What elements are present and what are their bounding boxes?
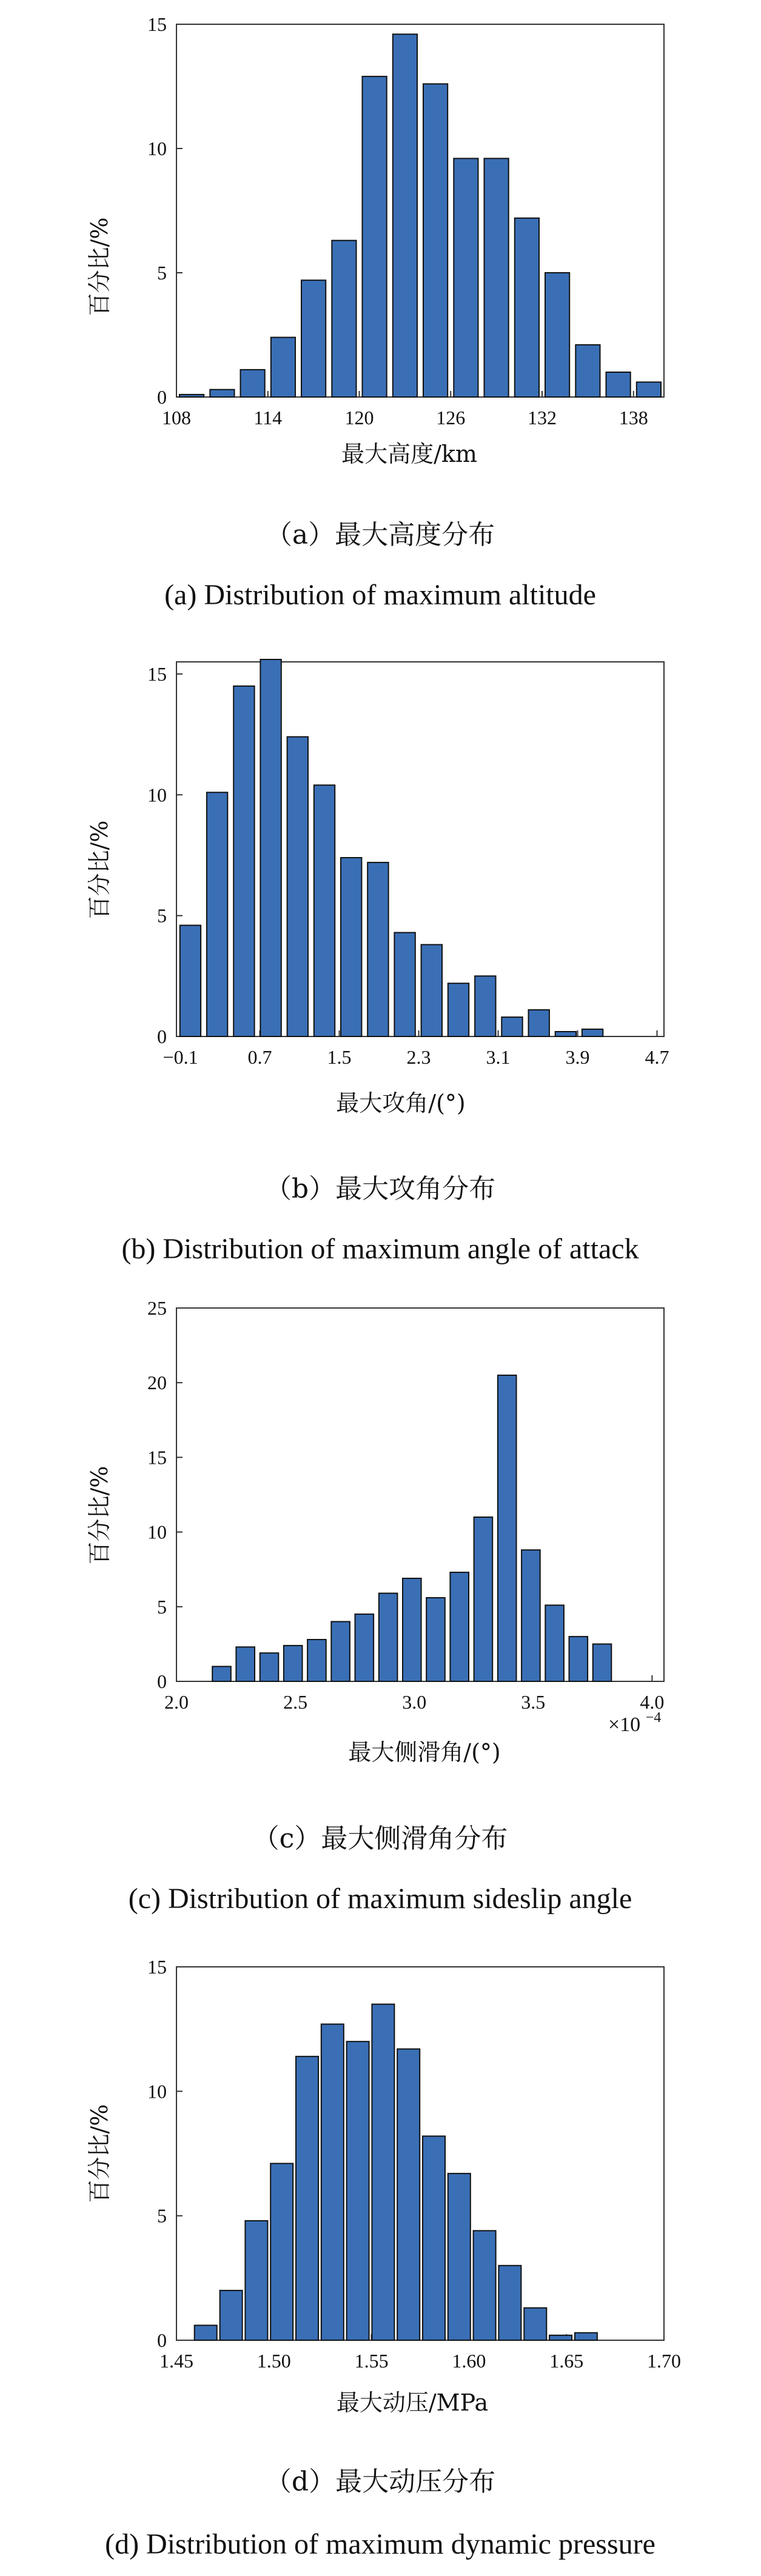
- panel-c-bar: [450, 1572, 469, 1681]
- panel-b-bar: [314, 785, 335, 1036]
- panel-d-ytick-label: 0: [157, 2329, 167, 2351]
- panel-d-ytick-label: 15: [147, 1956, 167, 1978]
- panel-b-bar: [341, 858, 361, 1036]
- panel-a-bar: [393, 34, 417, 397]
- panel-c-bar: [426, 1598, 445, 1681]
- panel-b-y-axis-title: 百分比/%: [86, 820, 113, 919]
- panel-a-ytick-label: 15: [147, 13, 167, 35]
- panel-b-caption-en: (b) Distribution of maximum angle of attack: [121, 1233, 639, 1265]
- panel-b-x-axis-title: 最大攻角/(°): [336, 1090, 466, 1116]
- panel-b-ytick-label: 10: [147, 784, 167, 806]
- panel-c-xtick-label: 3.0: [402, 1691, 427, 1713]
- panel-b-bar: [529, 1010, 549, 1036]
- panel-c-xtick-label: 3.5: [521, 1691, 546, 1713]
- panel-a-x-axis-title: 最大高度/km: [341, 441, 477, 467]
- panel-a-bar: [179, 395, 204, 397]
- panel-a-caption-cn: （a）最大高度分布: [265, 519, 495, 550]
- panel-a-bar: [484, 158, 509, 397]
- panel-a-bar: [606, 372, 631, 397]
- panel-b-xtick-label: 3.1: [486, 1046, 511, 1068]
- panel-c-xtick-label: 2.0: [164, 1691, 189, 1713]
- panel-b-xtick-label: 1.5: [327, 1046, 352, 1068]
- panel-c: [86, 1297, 664, 1915]
- panel-b: [86, 659, 669, 1265]
- panel-a-caption-en: (a) Distribution of maximum altitude: [164, 579, 596, 611]
- panel-d-ytick-label: 10: [147, 2080, 167, 2103]
- panel-c-bar: [307, 1640, 326, 1681]
- panel-d-xtick-label: 1.55: [354, 2350, 389, 2372]
- panel-c-bar: [403, 1578, 421, 1681]
- panel-a-xtick-label: 120: [344, 407, 374, 429]
- panel-b-bar: [233, 686, 254, 1036]
- panel-d-bar: [575, 2333, 597, 2340]
- panel-a-bar: [423, 84, 448, 397]
- panel-c-bar: [212, 1666, 231, 1681]
- panel-d-xtick-label: 1.70: [647, 2350, 681, 2372]
- panel-b-ytick-label: 0: [157, 1026, 167, 1047]
- panel-a-bar: [301, 280, 326, 397]
- panel-c-bar: [498, 1375, 517, 1681]
- panel-c-caption-en: (c) Distribution of maximum sideslip angle: [128, 1883, 632, 1915]
- panel-a-bar: [454, 158, 478, 397]
- panel-a-bar: [241, 370, 265, 397]
- panel-a-bar: [271, 338, 295, 397]
- panel-c-ytick-label: 15: [147, 1446, 167, 1469]
- panel-d-xtick-label: 1.50: [256, 2350, 291, 2372]
- panel-d-bar: [524, 2308, 546, 2340]
- panel-d-bar: [448, 2174, 471, 2340]
- panel-a-yticks: [147, 13, 183, 408]
- panel-c-ytick-label: 5: [157, 1595, 167, 1618]
- panel-c-axis-multiplier-exp: −4: [645, 1710, 662, 1726]
- panel-c-bar: [521, 1550, 540, 1681]
- panel-a-xtick-label: 126: [436, 407, 466, 429]
- panel-a-bar: [332, 241, 356, 397]
- panel-a-ytick-label: 0: [157, 386, 167, 408]
- panel-b-yticks: [147, 663, 183, 1047]
- panel-c-caption-cn: （c）最大侧滑角分布: [252, 1823, 508, 1854]
- panel-d-bar: [498, 2266, 521, 2340]
- panel-d-ytick-label: 5: [157, 2204, 167, 2227]
- panel-a-y-axis-title: 百分比/%: [86, 217, 113, 316]
- panel-a-axes-box: [176, 24, 664, 397]
- panel-c-bar: [379, 1593, 398, 1681]
- panel-c-bar: [260, 1653, 279, 1681]
- panel-b-bar: [501, 1017, 522, 1036]
- panel-b-bar: [421, 945, 442, 1037]
- panel-b-caption-cn: （b）最大攻角分布: [264, 1173, 496, 1204]
- panel-a-ytick-label: 10: [147, 138, 167, 159]
- panel-a-bar: [545, 273, 569, 397]
- panel-d-y-axis-title: 百分比/%: [86, 2104, 113, 2203]
- panel-c-ytick-label: 0: [157, 1670, 167, 1692]
- panel-c-bars: [212, 1375, 611, 1681]
- panel-b-xtick-label: 3.9: [565, 1046, 590, 1068]
- panel-d-bar: [397, 2049, 420, 2341]
- panel-d-xtick-label: 1.65: [549, 2350, 584, 2372]
- panel-d-xtick-label: 1.60: [452, 2350, 486, 2372]
- panel-d-xtick-label: 1.45: [159, 2350, 193, 2372]
- panel-a-bars: [179, 34, 661, 397]
- panel-a-xtick-label: 108: [162, 407, 191, 429]
- panel-c-x-axis-title: 最大侧滑角/(°): [348, 1739, 501, 1766]
- panel-c-axis-multiplier-base: ×10: [608, 1713, 641, 1736]
- panel-b-bar: [207, 792, 227, 1036]
- panel-b-bar: [287, 737, 308, 1036]
- panel-c-ytick-label: 25: [147, 1297, 167, 1319]
- panel-d-bar: [372, 2004, 394, 2340]
- panel-c-y-axis-title: 百分比/%: [86, 1466, 113, 1565]
- panel-d-bar: [321, 2024, 344, 2341]
- panel-a-ytick-label: 5: [157, 262, 167, 284]
- panel-d-caption-cn: （d）最大动压分布: [264, 2466, 496, 2497]
- panel-a-bar: [515, 218, 539, 397]
- panel-c-bar: [474, 1517, 493, 1681]
- panel-d-bar: [270, 2163, 293, 2340]
- panel-b-xtick-label: 0.7: [247, 1046, 272, 1068]
- panel-d-bar: [423, 2136, 445, 2340]
- panel-d-bar: [549, 2335, 572, 2340]
- panel-c-bar: [593, 1644, 612, 1681]
- panel-c-ytick-label: 10: [147, 1521, 167, 1543]
- panel-c-bar: [331, 1621, 350, 1681]
- panel-d-bar: [347, 2041, 369, 2340]
- panel-c-ytick-label: 20: [147, 1372, 167, 1394]
- panel-c-bar: [355, 1614, 374, 1681]
- panel-d-bar: [195, 2325, 217, 2340]
- panel-b-bar: [260, 659, 281, 1036]
- panel-d-caption-en: (d) Distribution of maximum dynamic pressure: [105, 2528, 655, 2560]
- panel-d-bars: [195, 2004, 597, 2340]
- panel-a-xtick-label: 114: [253, 407, 283, 429]
- panel-c-bar: [545, 1605, 564, 1681]
- panel-a-xtick-label: 132: [528, 407, 557, 429]
- panel-b-bar: [555, 1032, 576, 1036]
- panel-a-bar: [363, 76, 387, 397]
- panel-b-xtick-label: −0.1: [163, 1046, 198, 1068]
- panel-a: [86, 13, 664, 611]
- panel-b-bar: [394, 933, 415, 1036]
- panel-c-bar: [569, 1637, 588, 1681]
- panel-a-bar: [210, 390, 234, 397]
- panel-d-yticks: [147, 1956, 183, 2351]
- panel-c-bar: [284, 1646, 303, 1681]
- panel-c-xtick-label: 2.5: [283, 1691, 308, 1713]
- panel-a-xtick-label: 138: [619, 407, 648, 429]
- panel-d: [86, 1956, 681, 2560]
- panel-d-bar: [220, 2291, 243, 2340]
- panel-c-axis-multiplier: [608, 1710, 661, 1736]
- panel-b-bar: [475, 976, 495, 1036]
- panel-b-bar: [582, 1029, 603, 1036]
- panel-d-bar: [296, 2057, 318, 2340]
- panel-b-ytick-label: 15: [147, 662, 167, 685]
- panel-c-yticks: [147, 1297, 183, 1692]
- panel-d-bar: [245, 2221, 267, 2340]
- panel-b-xtick-label: 4.7: [645, 1046, 669, 1068]
- panel-b-bar: [180, 926, 201, 1036]
- panel-b-bar: [448, 983, 469, 1036]
- panel-b-bar: [367, 863, 388, 1036]
- panel-d-bar: [474, 2231, 496, 2340]
- panel-c-bar: [236, 1647, 255, 1681]
- panel-c-xtick-label: 4.0: [640, 1691, 665, 1713]
- panel-b-xtick-label: 2.3: [406, 1046, 431, 1068]
- panel-a-bar: [575, 345, 600, 397]
- panel-b-bars: [180, 659, 603, 1036]
- panel-b-ytick-label: 5: [157, 904, 167, 927]
- panel-d-x-axis-title: 最大动压/MPa: [336, 2389, 489, 2416]
- panel-a-bar: [637, 382, 661, 397]
